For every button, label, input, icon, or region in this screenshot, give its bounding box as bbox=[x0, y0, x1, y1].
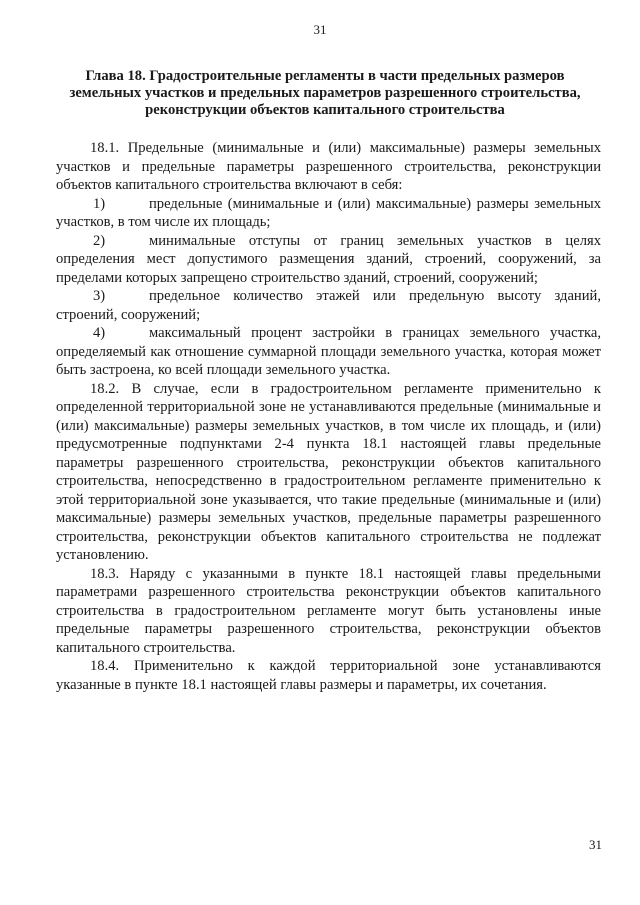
list-item-text: максимальный процент застройки в границах земельного участка, определяемый как отношение суммарной площади земельного участка, которая может быть застроена, ко всей площади земельного участка. bbox=[56, 325, 601, 378]
list-item-number: 2) bbox=[93, 232, 106, 249]
list-item-number: 4) bbox=[93, 325, 106, 341]
paragraph-18-4: 18.4. Применительно к каждой территориальной зоне устанавливаются указанные в пункте 18.1 настоящей главы размеры и параметры, их сочетания. bbox=[56, 658, 601, 693]
list-item-number: 3) bbox=[93, 288, 106, 304]
page-number-top: 31 bbox=[313, 22, 327, 37]
paragraph-18-1: 18.1. Предельные (минимальные и (или) максимальные) размеры земельных участков и предельные параметры разрешенного строительства, реконструкции объектов капитального строительства включают в себя: bbox=[56, 140, 601, 193]
list-item-2 bbox=[56, 232, 601, 288]
list-item-text: предельные (минимальные и (или) максимальные) размеры земельных участков, в том числе их площадь; bbox=[56, 195, 601, 230]
chapter-title: Глава 18. Градостроительные регламенты в части предельных размеров земельных участков и предельных параметров разрешенного строительства, реконструкции объектов капитального строительства bbox=[69, 68, 581, 118]
paragraph-18-3: 18.3. Наряду с указанными в пункте 18.1 настоящей главы предельными параметрами разрешенного строительства реконструкции объектов капитального строительства в градостроительном регламенте могут быть установлены иные предельные параметры разрешенного строительства, реконструкции объектов капитального строительства. bbox=[56, 565, 601, 656]
chapter-body bbox=[56, 139, 601, 694]
page-number-bottom: 31 bbox=[589, 837, 602, 852]
paragraph-18-2: 18.2. В случае, если в градостроительном регламенте применительно к определенной территориальной зоне не устанавливаются предельные (минимальные и (или) максимальные) размеры земельных участков, в том числе их площадь, и (или) предусмотренные подпунктами 2-4 пункта 18.1 настоящей главы предельные параметры разрешенного строительства, реконструкции объектов капитального строительства, непосредственно в градостроительном регламенте применительно к этой территориальной зоне указывается, что такие предельные (минимальные и (или) максимальные) размеры земельных участков, предельные параметры разрешенного строительства, реконструкции объектов капитального строительства не подлежат установлению. bbox=[56, 380, 601, 563]
list-item-1 bbox=[56, 195, 601, 232]
list-item-3 bbox=[56, 287, 601, 324]
list-item-4 bbox=[56, 324, 601, 380]
list-item-text: минимальные отступы от границ земельных участков в целях определения мест допустимого размещения зданий, строений, сооружений, за пределами которых запрещено строительство зданий, строений, сооружений; bbox=[56, 232, 601, 286]
list-item-text: предельное количество этажей или предельную высоту зданий, строений, сооружений; bbox=[56, 288, 601, 323]
list-item-number: 1) bbox=[93, 195, 106, 212]
